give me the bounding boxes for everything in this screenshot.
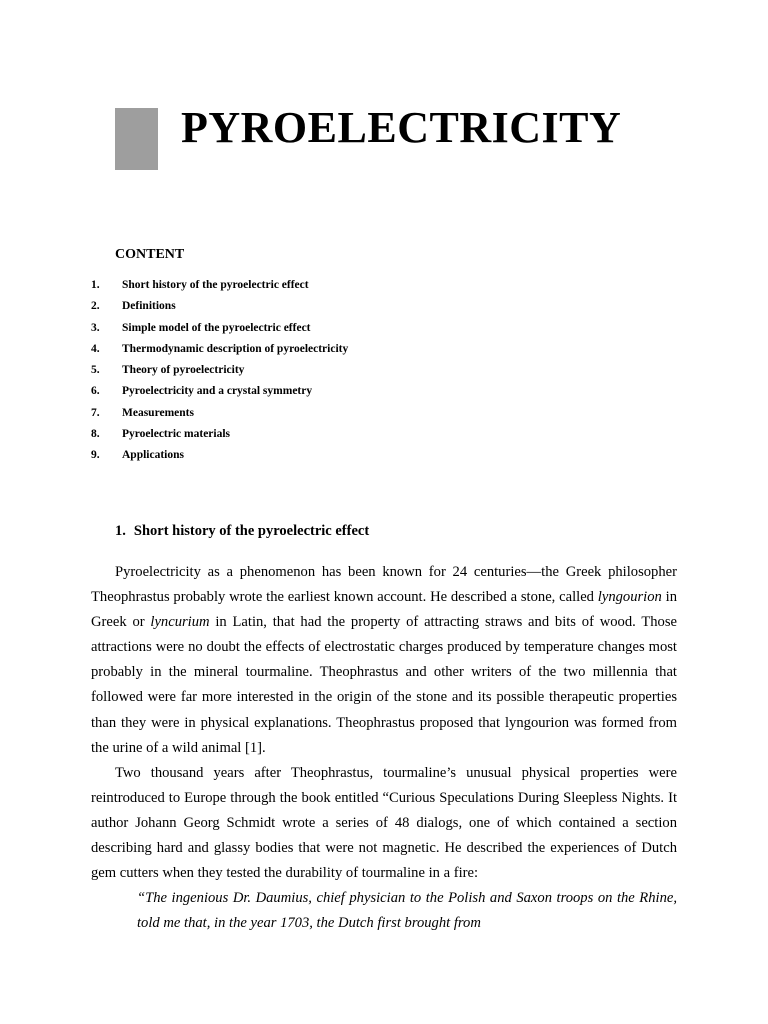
toc-number: 7. — [91, 406, 100, 419]
toc-label: Measurements — [122, 406, 194, 419]
section-body — [91, 560, 677, 936]
paragraph-text: Pyroelectricity as a phenomenon has been known for 24 centuries—the Greek philosopher Theophrastus probably wrote the earliest known account. He described a stone, called — [91, 564, 677, 606]
toc-number: 8. — [91, 428, 100, 441]
latin-term: lyncurium — [150, 614, 210, 631]
toc-item — [91, 320, 348, 341]
toc-item — [91, 277, 348, 298]
toc-label: Definitions — [122, 300, 176, 313]
toc-item — [91, 298, 348, 319]
toc-number: 5. — [91, 364, 100, 377]
paragraph: Two thousand years after Theophrastus, tourmaline’s unusual physical properties were reintroduced to Europe through the book entitled “Curious Speculations During Sleepless Nights. It author Johann Georg Schmidt wrote a series of 48 dialogs, one of which contained a section describing hard and glassy bodies that were not magnetic. He described the experiences of Dutch gem cutters when they tested the durability of tourmaline in a fire: — [91, 764, 677, 882]
toc-number: 3. — [91, 321, 100, 334]
section-number: 1. — [115, 523, 126, 539]
section-title: Short history of the pyroelectric effect — [133, 523, 370, 539]
toc-number: 6. — [91, 385, 100, 398]
page-title: PYROELECTRICITY — [181, 103, 622, 152]
paragraph-text: in Greek or — [91, 589, 677, 631]
toc-number: 2. — [91, 300, 100, 313]
toc-item — [91, 341, 348, 362]
title-decor-block — [115, 108, 158, 170]
toc-label: Applications — [122, 449, 184, 462]
paragraph-text: in Latin, that had the property of attracting straws and bits of wood. Those attractions were no doubt the effects of electrostatic charges produced by temperature changes most probably in the mineral tourmaline. Theophrastus and other writers of the two millennia that followed were far more interested in the origin of the stone and its possible therapeutic properties than they were in physical explanations. Theophrastus proposed that lyngourion was formed from the urine of a wild animal [1]. — [91, 614, 677, 756]
toc-label: Thermodynamic description of pyroelectricity — [122, 342, 349, 355]
block-quote: “The ingenious Dr. Daumius, chief physician to the Polish and Saxon troops on the Rhine, told me that, in the year 1703, the Dutch first brought from — [137, 890, 677, 932]
toc-label: Short history of the pyroelectric effect — [122, 279, 309, 291]
greek-term: lyngourion — [597, 589, 662, 606]
table-of-contents — [91, 277, 348, 469]
toc-label: Pyroelectric materials — [122, 428, 231, 441]
content-heading: CONTENT — [115, 247, 185, 262]
toc-item — [91, 426, 348, 447]
toc-label: Theory of pyroelectricity — [122, 364, 245, 377]
toc-label: Simple model of the pyroelectric effect — [122, 321, 311, 334]
toc-number: 4. — [91, 342, 100, 355]
toc-item — [91, 383, 348, 404]
section-heading — [115, 522, 369, 540]
toc-number: 1. — [91, 279, 100, 291]
toc-item — [91, 405, 348, 426]
toc-item — [91, 447, 348, 468]
toc-item — [91, 362, 348, 383]
paragraph — [91, 560, 677, 761]
toc-label: Pyroelectricity and a crystal symmetry — [122, 385, 313, 398]
toc-number: 9. — [91, 449, 100, 462]
